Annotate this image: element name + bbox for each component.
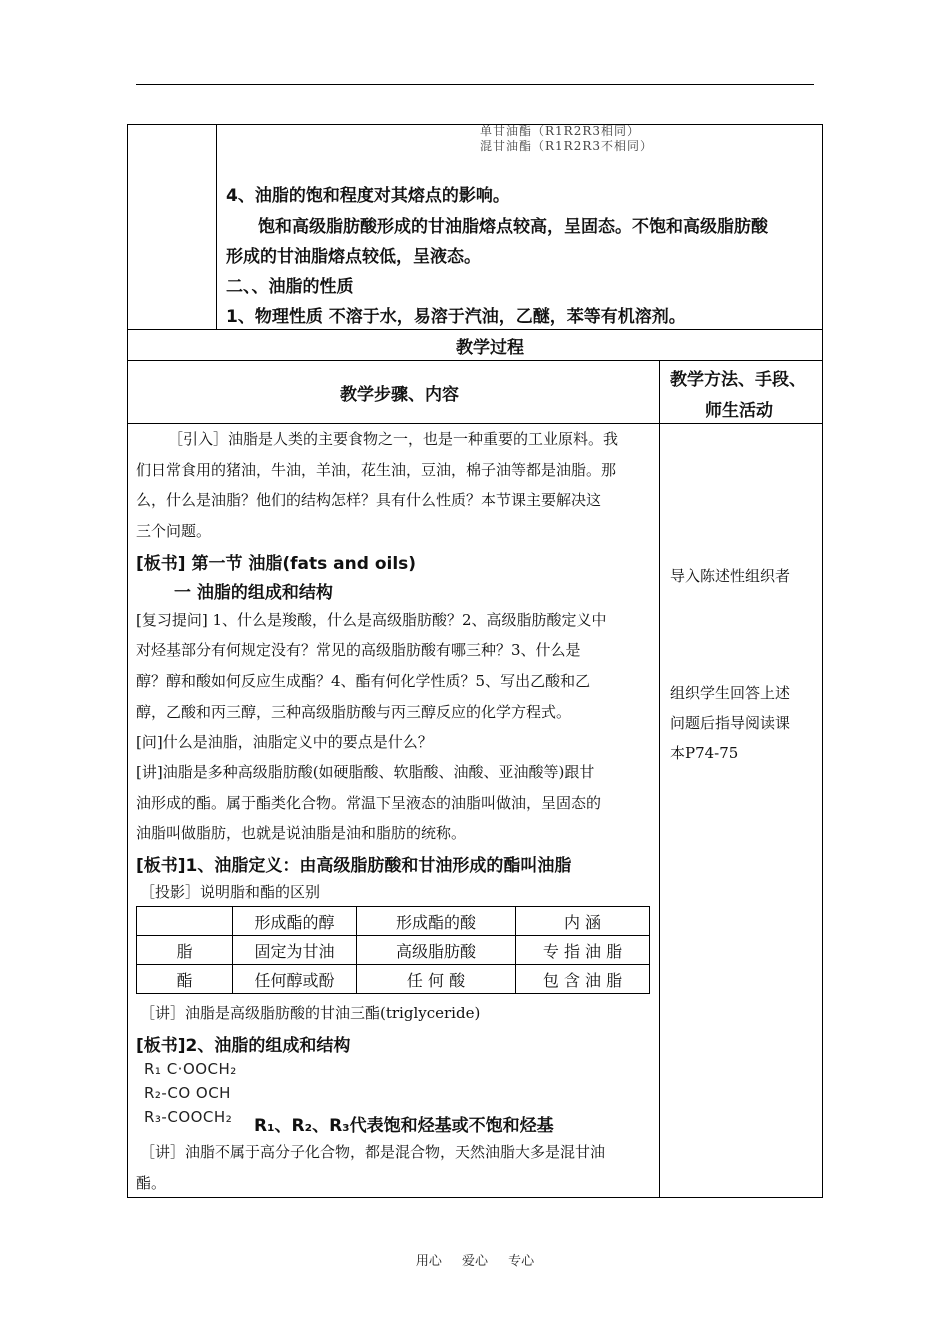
methods-column-header-line2: 师生活动 [705, 401, 773, 421]
intro-line2: 们日常食用的猪油，牛油，羊油，花生油，豆油，棉子油等都是油脂。那 [136, 461, 617, 479]
glyceride-type-mixed: 混甘油酯（R1R2R3不相同） [480, 139, 654, 153]
formula-line1: R₁ C·OOCH₂ [144, 1060, 237, 1078]
side-note-line2: 问题后指导阅读课 [670, 714, 791, 732]
question: [问]什么是油脂，油脂定义中的要点是什么？ [136, 733, 433, 751]
glyceride-type-single: 单甘油酯（R1R2R3相同） [480, 124, 641, 138]
table-header-cell: 形成酯的醇 [233, 907, 357, 936]
formula-line3: R₃-COOCH₂ [144, 1108, 233, 1126]
table-row [137, 936, 650, 965]
table-cell: 任何醇或酚 [233, 965, 357, 994]
page-footer [0, 1250, 950, 1269]
table-cell: 脂 [137, 936, 233, 965]
side-note-line3: 本P74-75 [670, 744, 739, 762]
table-cell: 固定为甘油 [233, 936, 357, 965]
board-section1: [板书] 第一节 油脂(fats and oils) [136, 554, 417, 574]
item4-title: 4、油脂的饱和程度对其熔点的影响。 [226, 186, 510, 206]
projection-note: ［投影］说明脂和酯的区别 [140, 883, 321, 901]
r-groups-description: R₁、R₂、R₃代表饱和烃基或不饱和烃基 [254, 1116, 554, 1136]
table-cell: 任 何 酸 [357, 965, 516, 994]
review-line4: 醇，乙酸和丙三醇，三种高级脂肪酸与丙三醇反应的化学方程式。 [136, 703, 572, 721]
side-note-line1: 组织学生回答上述 [670, 684, 791, 702]
table-header-cell: 内 涵 [516, 907, 650, 936]
lecture1-line1: [讲]油脂是多种高级脂肪酸(如硬脂酸、软脂酸、油酸、亚油酸等)跟甘 [136, 763, 595, 781]
table-header-row [137, 907, 650, 936]
lecture1-line2: 油形成的酯。属于酯类化合物。常温下呈液态的油脂叫做油，呈固态的 [136, 794, 602, 812]
lecture3-line2: 酯。 [136, 1174, 167, 1192]
table-cell: 包 含 油 脂 [516, 965, 650, 994]
intro-line1: ［引入］油脂是人类的主要食物之一，也是一种重要的工业原料。我 [168, 430, 619, 448]
lecture1-line3: 油脂叫做脂肪，也就是说油脂是油和脂肪的统称。 [136, 824, 467, 842]
section2-title: 二、、油脂的性质 [226, 277, 354, 297]
table-header-cell: 形成酯的酸 [357, 907, 516, 936]
steps-column-header: 教学步骤、内容 [340, 385, 459, 405]
board-definition: [板书]1、油脂定义：由高级脂肪酸和甘油形成的酯叫油脂 [136, 856, 572, 876]
board-section1-sub: 一 油脂的组成和结构 [174, 583, 333, 603]
table-cell: 高级脂肪酸 [357, 936, 516, 965]
item4-body-line1: 饱和高级脂肪酸形成的甘油脂熔点较高，呈固态。不饱和高级脂肪酸 [258, 217, 768, 237]
lecture2: ［讲］油脂是高级脂肪酸的甘油三酯(triglyceride) [140, 1004, 481, 1022]
header-rule [136, 84, 814, 85]
intro-line3: 么，什么是油脂？他们的结构怎样？具有什么性质？本节课主要解决这 [136, 491, 602, 509]
review-line3: 醇？醇和酸如何反应生成酯？4、酯有何化学性质？5、写出乙酸和乙 [136, 672, 591, 690]
table-cell: 专 指 油 脂 [516, 936, 650, 965]
review-line2: 对烃基部分有何规定没有？常见的高级脂肪酸有哪三种？3、什么是 [136, 641, 581, 659]
review-line1: [复习提问] 1、什么是羧酸，什么是高级脂肪酸？2、高级脂肪酸定义中 [136, 611, 607, 629]
item4-body-line2: 形成的甘油脂熔点较低，呈液态。 [226, 247, 481, 267]
methods-column-header-line1: 教学方法、手段、 [670, 370, 806, 390]
lecture3-line1: ［讲］油脂不属于高分子化合物，都是混合物，天然油脂大多是混甘油 [140, 1143, 606, 1161]
formula-line2: R₂-CO OCH [144, 1084, 231, 1102]
board-composition: [板书]2、油脂的组成和结构 [136, 1036, 351, 1056]
footer-word: 专心 [508, 1254, 535, 1269]
process-header: 教学过程 [456, 338, 524, 358]
side-note-intro: 导入陈述性组织者 [670, 567, 791, 585]
table-row [137, 965, 650, 994]
physical-properties: 1、物理性质 不溶于水，易溶于汽油，乙醚，苯等有机溶剂。 [226, 307, 686, 327]
intro-line4: 三个问题。 [136, 522, 212, 540]
ester-comparison-table [136, 906, 650, 994]
footer-word: 用心 [415, 1254, 442, 1269]
table-cell: 酯 [137, 965, 233, 994]
footer-word: 爱心 [461, 1254, 488, 1269]
table-header-cell [137, 907, 233, 936]
